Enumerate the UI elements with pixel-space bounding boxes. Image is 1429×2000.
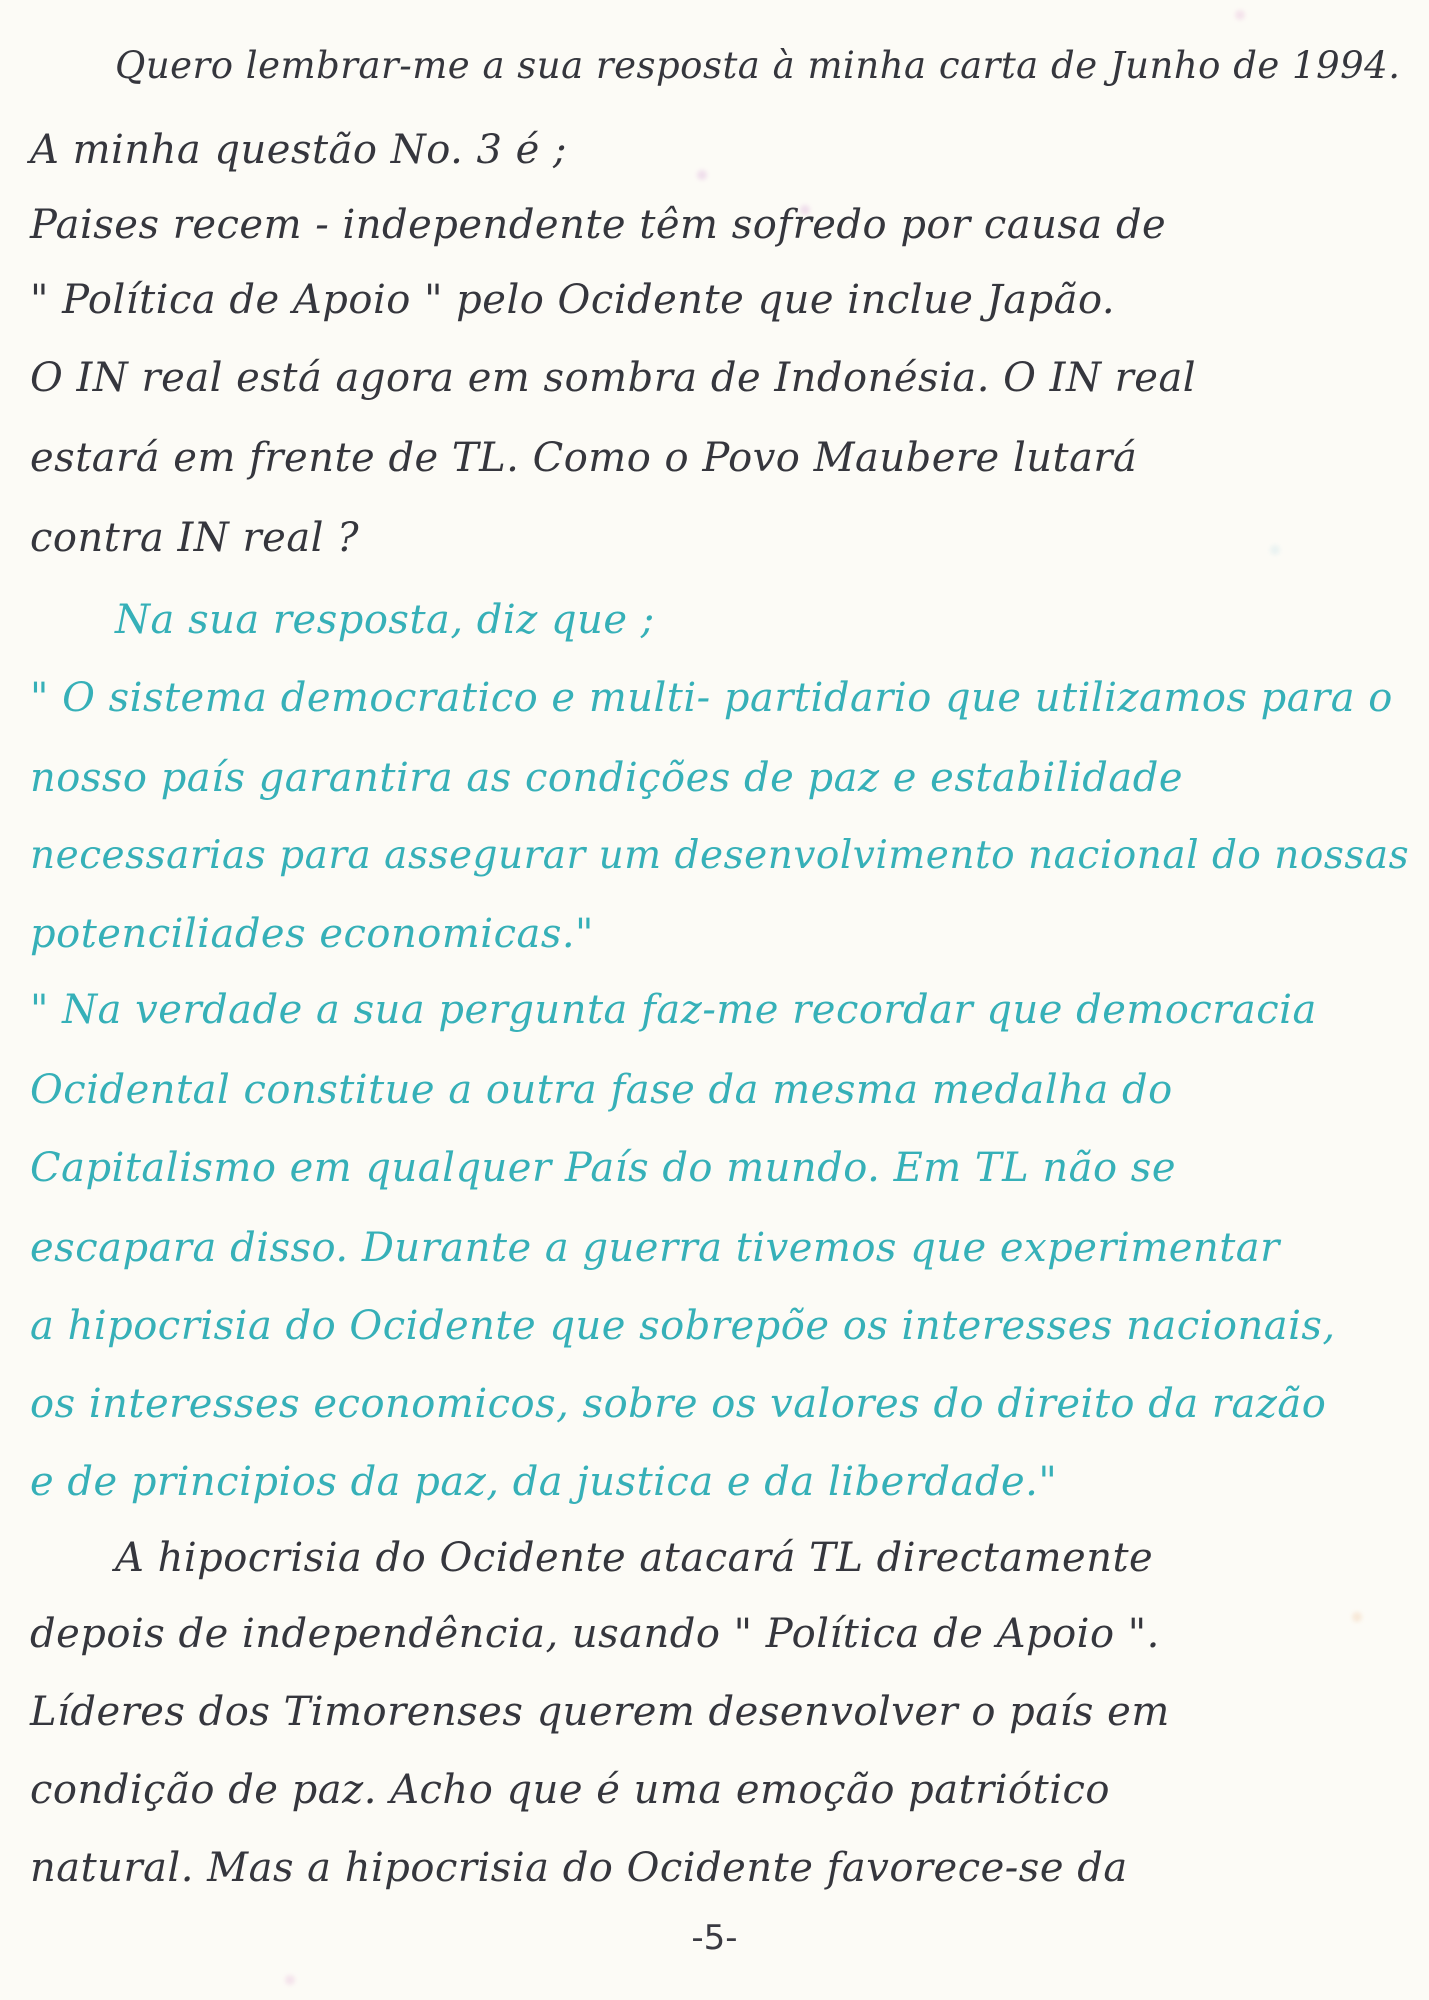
text-line: A minha questão No. 3 é ;: [30, 127, 568, 173]
text-line: condição de paz. Acho que é uma emoção patriótico: [30, 1767, 1110, 1813]
paper-speck: [1270, 545, 1280, 555]
text-line: necessarias para assegurar um desenvolvimento nacional do nossas: [30, 833, 1410, 878]
text-line: Líderes dos Timorenses querem desenvolver o país em: [30, 1689, 1170, 1735]
text-line: " O sistema democratico e multi- partidario que utilizamos para o: [30, 675, 1393, 721]
text-line: e de principios da paz, da justica e da liberdade.": [30, 1459, 1058, 1505]
paper-speck: [1235, 10, 1245, 20]
text-line: escapara disso. Durante a guerra tivemos que experimentar: [30, 1225, 1280, 1271]
text-line: a hipocrisia do Ocidente que sobrepõe os interesses nacionais,: [30, 1303, 1336, 1349]
text-line: " Política de Apoio " pelo Ocidente que inclue Japão.: [30, 277, 1116, 323]
text-line: os interesses economicos, sobre os valores do direito da razão: [30, 1381, 1327, 1427]
text-line: natural. Mas a hipocrisia do Ocidente favorece-se da: [30, 1845, 1128, 1891]
text-line: A hipocrisia do Ocidente atacará TL directamente: [115, 1535, 1154, 1581]
text-line: potenciliades economicas.": [30, 911, 594, 957]
text-line: Paises recem - independente têm sofredo por causa de: [30, 202, 1167, 248]
paper-speck: [285, 1975, 295, 1985]
text-line: Capitalismo em qualquer País do mundo. Em TL não se: [30, 1145, 1176, 1191]
text-line: depois de independência, usando " Política de Apoio ".: [30, 1611, 1160, 1657]
paper-speck: [697, 170, 707, 180]
text-line: O IN real está agora em sombra de Indonésia. O IN real: [30, 355, 1197, 401]
text-line: " Na verdade a sua pergunta faz-me recordar que democracia: [30, 987, 1317, 1033]
text-line: Na sua resposta, diz que ;: [115, 597, 655, 643]
text-line: Ocidental constitue a outra fase da mesma medalha do: [30, 1067, 1173, 1113]
paper-speck: [1352, 1612, 1362, 1622]
text-line: Quero lembrar-me a sua resposta à minha carta de Junho de 1994.: [115, 44, 1401, 87]
text-line: estará em frente de TL. Como o Povo Maubere lutará: [30, 435, 1138, 481]
page-number: -5-: [691, 1918, 738, 1958]
text-line: nosso país garantira as condições de paz e estabilidade: [30, 755, 1184, 801]
text-line: contra IN real ?: [30, 515, 360, 561]
